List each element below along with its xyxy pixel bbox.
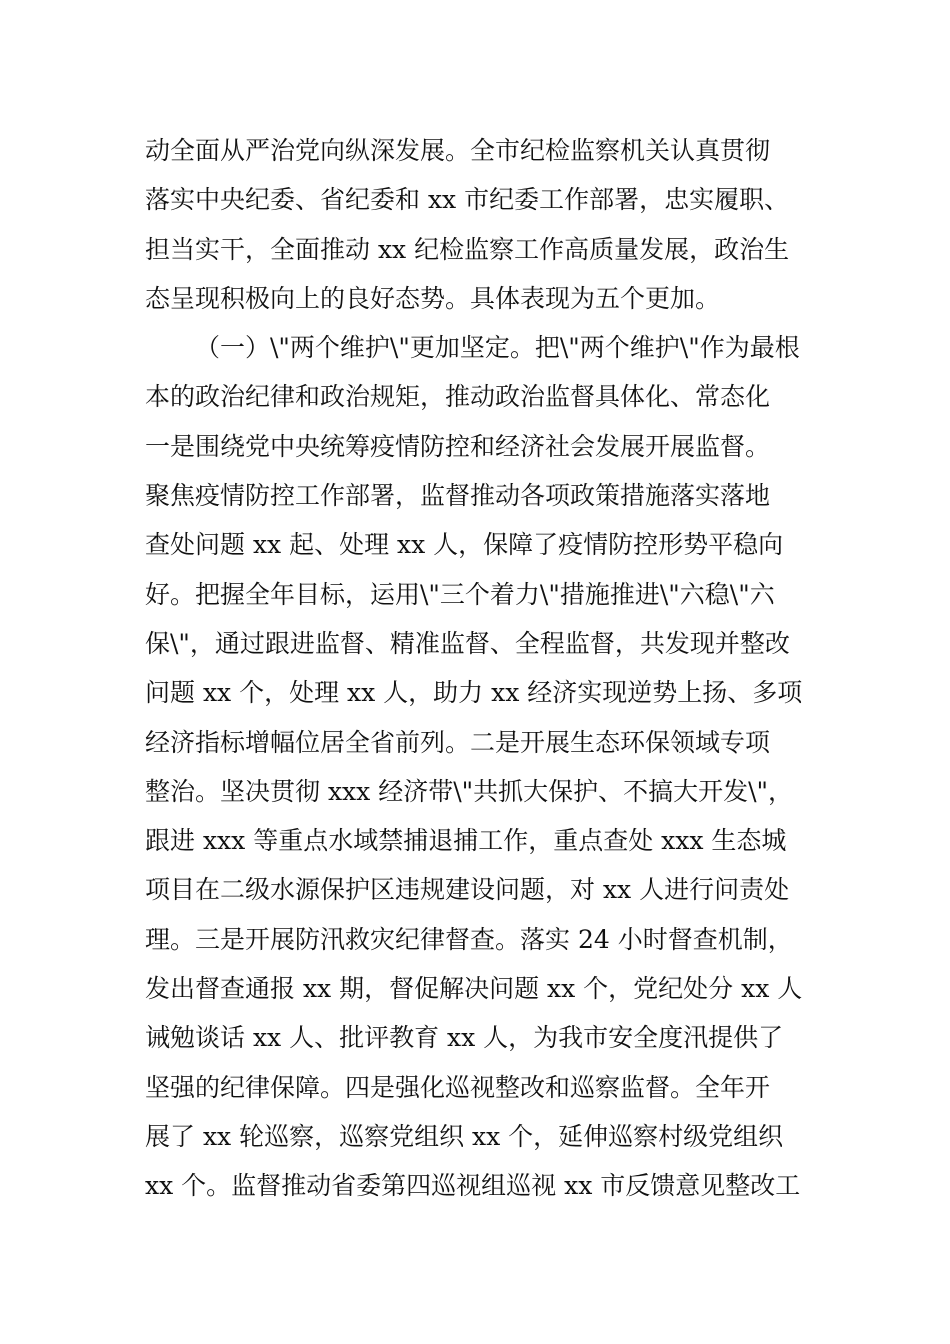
body-text	[145, 126, 815, 1211]
text-line: 整治。坚决贯彻 xxx 经济带\"共抓大保护、不搞大开发\"，	[145, 776, 794, 806]
text-line: 好。把握全年目标，运用\"三个着力\"措施推进\"六稳\"六	[145, 579, 775, 609]
text-line: 经济指标增幅位居全省前列。二是开展生态环保领域专项	[145, 727, 771, 757]
text-line: 查处问题 xx 起、处理 xx 人，保障了疫情防控形势平稳向	[145, 530, 784, 560]
text-line: 问题 xx 个，处理 xx 人，助力 xx 经济实现逆势上扬、多项	[145, 678, 803, 708]
section-heading-line: （一）\"两个维护\"更加坚定。把\"两个维护\"作为最根	[195, 333, 800, 363]
text-line: 动全面从严治党向纵深发展。全市纪检监察机关认真贯彻	[145, 136, 771, 165]
text-line: xx 个。监督推动省委第四巡视组巡视 xx 市反馈意见整改工	[145, 1171, 801, 1201]
text-line: 诫勉谈话 xx 人、批评教育 xx 人，为我市安全度汛提供了	[145, 1023, 784, 1053]
text-line: 项目在二级水源保护区违规建设问题，对 xx 人进行问责处	[145, 875, 790, 905]
text-line: 落实中央纪委、省纪委和 xx 市纪委工作部署，忠实履职、	[145, 185, 790, 215]
text-line: 一是围绕党中央统筹疫情防控和经济社会发展开展监督。	[145, 431, 771, 461]
text-line: 展了 xx 轮巡察，巡察党组织 xx 个，延伸巡察村级党组织	[145, 1121, 784, 1151]
text-line: 聚焦疫情防控工作部署，监督推动各项政策措施落实落地	[145, 481, 771, 511]
text-line: 发出督查通报 xx 期，督促解决问题 xx 个，党纪处分 xx 人	[145, 974, 803, 1004]
text-line: 态呈现积极向上的良好态势。具体表现为五个更加。	[145, 283, 721, 313]
text-line: 保\"，通过跟进监督、精准监督、全程监督，共发现并整改	[145, 628, 790, 658]
text-line: 担当实干，全面推动 xx 纪检监察工作高质量发展，政治生	[145, 234, 790, 264]
text-line: 跟进 xxx 等重点水域禁捕退捕工作，重点查处 xxx 生态城	[145, 826, 787, 856]
text-line: 坚强的纪律保障。四是强化巡视整改和巡察监督。全年开	[145, 1072, 771, 1102]
text-line: 理。三是开展防汛救灾纪律督查。落实 24 小时督查机制，	[145, 924, 793, 954]
text-line: 本的政治纪律和政治规矩，推动政治监督具体化、常态化	[145, 382, 771, 412]
